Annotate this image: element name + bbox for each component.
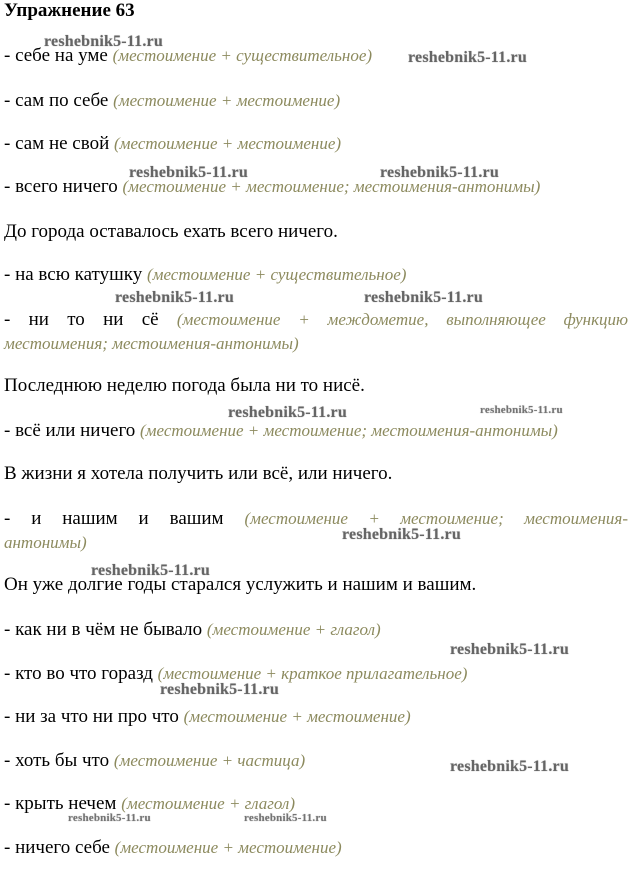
watermark: reshebnik5-11.ru — [244, 812, 327, 824]
watermark: reshebnik5-11.ru — [408, 49, 527, 66]
phrase-note: (местоимение + местоимение) — [183, 707, 411, 726]
list-item — [4, 619, 381, 641]
watermark: reshebnik5-11.ru — [364, 289, 483, 306]
phrase: - сам не свой — [4, 133, 114, 154]
phrase: - ничего себе — [4, 837, 115, 858]
example-sentence: В жизни я хотела получить или всё, или ничего. — [4, 463, 393, 484]
phrase-note: (местоимение + местоимение) — [114, 134, 342, 153]
list-item — [4, 420, 558, 442]
watermark: reshebnik5-11.ru — [228, 404, 347, 421]
watermark: reshebnik5-11.ru — [115, 289, 234, 306]
phrase: - себе на уме — [4, 45, 113, 66]
phrase-note: (местоимение + существительное) — [146, 265, 407, 284]
phrase-note: (местоимение + краткое прилагательное) — [157, 664, 468, 683]
phrase: - ни за что ни про что — [4, 706, 184, 727]
exercise-title: Упражнение 63 — [4, 0, 135, 21]
watermark: reshebnik5-11.ru — [342, 526, 461, 543]
phrase-note-continued: местоимения; местоимения-антонимы) — [4, 334, 299, 353]
phrase-note: (местоимение + местоимение) — [113, 91, 341, 110]
watermark: reshebnik5-11.ru — [380, 164, 499, 181]
example-sentence: До города оставалось ехать всего ничего. — [4, 221, 338, 242]
list-item — [4, 309, 628, 331]
phrase: - кто во что горазд — [4, 663, 158, 684]
phrase-note: (местоимение + глагол) — [206, 620, 381, 639]
watermark: reshebnik5-11.ru — [129, 164, 248, 181]
phrase: - ни то ни сё — [4, 309, 177, 330]
phrase: - крыть нечем — [4, 793, 122, 814]
watermark: reshebnik5-11.ru — [450, 758, 569, 775]
example-sentence: Он уже долгие годы старался услужить и нашим и вашим. — [4, 574, 477, 595]
list-item — [4, 750, 305, 772]
phrase-note: (местоимение + существительное) — [112, 46, 373, 65]
list-item — [4, 90, 340, 112]
phrase-note: (местоимение + местоимение; местоимения-антонимы) — [122, 177, 541, 196]
phrase-note: (местоимение + местоимение; местоимения- — [244, 509, 628, 528]
phrase-note: (местоимение + частица) — [113, 751, 306, 770]
watermark: reshebnik5-11.ru — [91, 562, 210, 579]
phrase-note: (местоимение + местоимение; местоимения-антонимы) — [140, 421, 558, 440]
phrase: - хоть бы что — [4, 750, 114, 771]
phrase: - всего ничего — [4, 176, 123, 197]
watermark: reshebnik5-11.ru — [160, 681, 279, 698]
list-item — [4, 133, 341, 155]
phrase-note: (местоимение + междометие, выполняющее функцию — [176, 310, 629, 329]
list-item — [4, 837, 342, 859]
phrase: - всё или ничего — [4, 420, 141, 441]
phrase-note-continued: антонимы) — [4, 533, 87, 552]
phrase: - как ни в чём не бывало — [4, 619, 207, 640]
watermark: reshebnik5-11.ru — [480, 404, 563, 416]
watermark: reshebnik5-11.ru — [450, 641, 569, 658]
list-item — [4, 508, 628, 530]
phrase-note: (местоимение + местоимение) — [114, 838, 342, 857]
phrase-note: (местоимение + глагол) — [121, 794, 295, 813]
watermark: reshebnik5-11.ru — [68, 812, 151, 824]
phrase: - сам по себе — [4, 90, 114, 111]
list-item — [4, 706, 411, 728]
phrase: - и нашим и вашим — [4, 508, 245, 529]
example-sentence: Последнюю неделю погода была ни то нисё. — [4, 375, 365, 396]
watermark: reshebnik5-11.ru — [44, 33, 163, 50]
list-item — [4, 264, 406, 286]
phrase: - на всю катушку — [4, 264, 147, 285]
